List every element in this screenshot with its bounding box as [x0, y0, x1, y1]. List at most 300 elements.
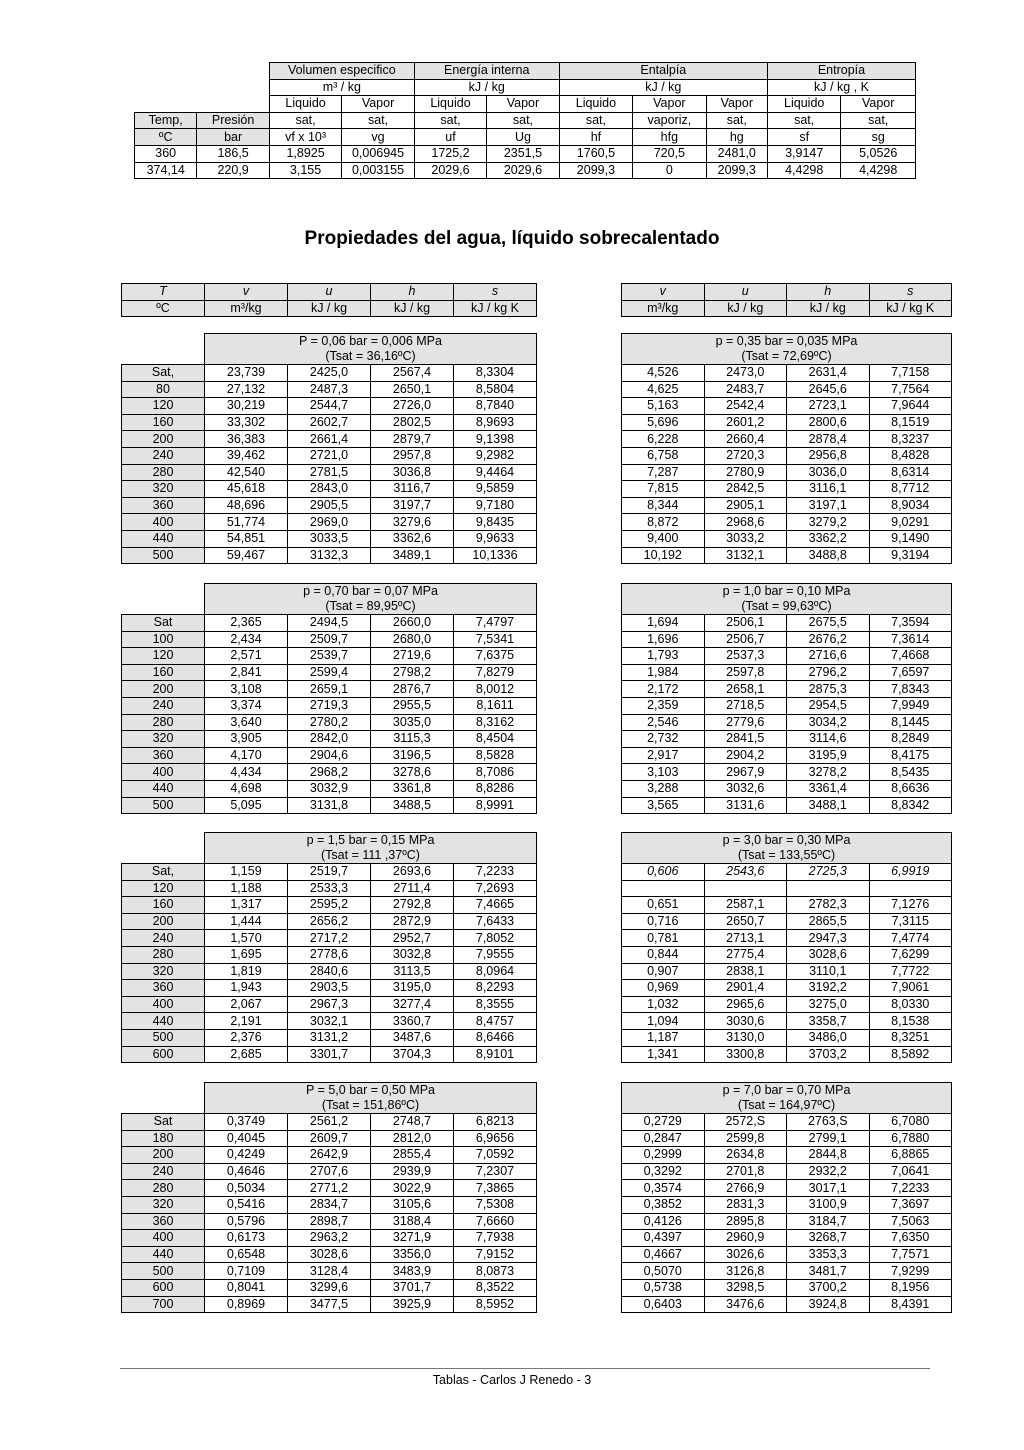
value-cell	[869, 880, 952, 897]
table-cell: 4,4298	[841, 162, 916, 179]
value-cell: 2487,3	[288, 381, 371, 398]
value-cell: 3488,1	[787, 797, 870, 814]
value-cell: 5,095	[205, 797, 288, 814]
value-cell: 2834,7	[288, 1196, 371, 1213]
value-cell: 2544,7	[288, 398, 371, 415]
temperature-cell: 120	[122, 398, 205, 415]
value-cell: 8,8342	[869, 797, 952, 814]
sat-label-cell: sat,	[841, 112, 916, 129]
value-cell: 8,0330	[869, 996, 952, 1013]
value-cell: 7,5341	[454, 631, 537, 648]
value-cell: 2533,3	[288, 880, 371, 897]
sub-header-cell: Vapor	[841, 96, 916, 113]
value-cell: 3476,6	[704, 1296, 787, 1313]
value-cell: 2876,7	[371, 681, 454, 698]
value-cell: 8,5828	[454, 747, 537, 764]
table-row	[122, 897, 537, 914]
table-row	[622, 514, 952, 531]
unit-volume: m³ / kg	[269, 79, 414, 96]
value-cell: 2843,0	[288, 481, 371, 498]
footer-divider	[120, 1368, 930, 1369]
value-cell: 2842,0	[288, 731, 371, 748]
value-cell: 8,4504	[454, 731, 537, 748]
value-cell: 2798,2	[371, 664, 454, 681]
table-row	[122, 780, 537, 797]
value-cell: 8,5952	[454, 1296, 537, 1313]
value-cell: 2954,5	[787, 697, 870, 714]
value-cell: 7,3594	[869, 615, 952, 632]
table-row	[622, 547, 952, 564]
value-cell: 3114,6	[787, 731, 870, 748]
pressure-label: p = 3,0 bar = 0,30 MPa	[722, 833, 851, 847]
sub-header-cell: Vapor	[633, 96, 706, 113]
value-cell: 7,0592	[454, 1147, 537, 1164]
value-cell: 3130,0	[704, 1029, 787, 1046]
table-row	[622, 530, 952, 547]
header-symbol-cell: v	[205, 284, 288, 301]
block-title	[205, 833, 537, 864]
sub-header-cell: Vapor	[706, 96, 767, 113]
tsat-label: (Tsat = 151,86ºC)	[321, 1098, 420, 1112]
value-cell: 8,4828	[869, 447, 952, 464]
symbol-cell: vf x 10³	[269, 129, 341, 146]
value-cell: 0,907	[622, 963, 705, 980]
header-unit-cell: m³/kg	[622, 300, 705, 317]
value-cell: 2,917	[622, 747, 705, 764]
value-cell: 8,9034	[869, 497, 952, 514]
value-cell: 3275,0	[787, 996, 870, 1013]
block-title	[622, 334, 952, 365]
value-cell: 2656,2	[288, 913, 371, 930]
value-cell: 2658,1	[704, 681, 787, 698]
value-cell: 7,287	[622, 464, 705, 481]
value-cell: 2842,5	[704, 481, 787, 498]
pressure-label: P = 0,06 bar = 0,006 MPa	[299, 334, 442, 348]
value-cell: 3032,9	[288, 780, 371, 797]
value-cell: 3035,0	[371, 714, 454, 731]
spacer-cell	[122, 584, 205, 615]
value-cell: 2601,2	[704, 414, 787, 431]
value-cell: 3299,6	[288, 1279, 371, 1296]
value-cell: 2782,3	[787, 897, 870, 914]
table-row	[622, 764, 952, 781]
value-cell: 0,5796	[205, 1213, 288, 1230]
table-row	[122, 731, 537, 748]
table-row	[622, 1246, 952, 1263]
value-cell: 2543,6	[704, 864, 787, 881]
value-cell: 2960,9	[704, 1230, 787, 1247]
value-cell: 0,8969	[205, 1296, 288, 1313]
table-row	[122, 697, 537, 714]
table-row	[622, 1263, 952, 1280]
pressure-block-right	[621, 333, 952, 564]
value-cell: 2802,5	[371, 414, 454, 431]
value-cell	[787, 880, 870, 897]
value-cell: 7,3865	[454, 1180, 537, 1197]
value-cell: 2840,6	[288, 963, 371, 980]
table-row	[122, 414, 537, 431]
value-cell: 2634,8	[704, 1147, 787, 1164]
value-cell: 3131,8	[288, 797, 371, 814]
block-title-row	[122, 833, 537, 864]
header-symbol-cell: h	[371, 284, 454, 301]
temperature-cell: 160	[122, 414, 205, 431]
value-cell: 8,2849	[869, 731, 952, 748]
value-cell: 2875,3	[787, 681, 870, 698]
value-cell: 2707,6	[288, 1163, 371, 1180]
symbol-row	[135, 129, 916, 146]
value-cell: 8,0873	[454, 1263, 537, 1280]
temperature-cell: 240	[122, 447, 205, 464]
temperature-cell: 440	[122, 780, 205, 797]
table-row	[622, 714, 952, 731]
value-cell: 3184,7	[787, 1213, 870, 1230]
value-cell: 42,540	[205, 464, 288, 481]
value-cell: 8,5435	[869, 764, 952, 781]
value-cell: 2898,7	[288, 1213, 371, 1230]
value-cell: 3116,1	[787, 481, 870, 498]
table-row	[122, 431, 537, 448]
value-cell	[622, 880, 705, 897]
value-cell: 7,4797	[454, 615, 537, 632]
header-symbol-cell: h	[787, 284, 870, 301]
value-cell: 2968,6	[704, 514, 787, 531]
sat-label-cell: sat,	[487, 112, 559, 129]
superheated-header-right	[621, 283, 952, 317]
table-row	[622, 414, 952, 431]
value-cell: 0,4045	[205, 1130, 288, 1147]
value-cell: 2,365	[205, 615, 288, 632]
value-cell: 54,851	[205, 530, 288, 547]
value-cell: 2872,9	[371, 913, 454, 930]
temperature-cell: 700	[122, 1296, 205, 1313]
value-cell: 3,288	[622, 780, 705, 797]
value-cell: 6,8213	[454, 1114, 537, 1131]
value-cell: 1,094	[622, 1013, 705, 1030]
table-row	[122, 1263, 537, 1280]
table-cell: 0	[633, 162, 706, 179]
table-cell: 360	[135, 145, 197, 162]
value-cell: 2721,0	[288, 447, 371, 464]
value-cell: 2781,5	[288, 464, 371, 481]
value-cell: 4,170	[205, 747, 288, 764]
value-cell: 2701,8	[704, 1163, 787, 1180]
temperature-cell: 400	[122, 996, 205, 1013]
value-cell: 0,3292	[622, 1163, 705, 1180]
value-cell: 7,9299	[869, 1263, 952, 1280]
value-cell: 2,434	[205, 631, 288, 648]
spacer-cell	[122, 833, 205, 864]
symbol-cell: sf	[767, 129, 840, 146]
value-cell: 2719,3	[288, 697, 371, 714]
table-row	[622, 897, 952, 914]
value-cell: 7,2693	[454, 880, 537, 897]
value-cell: 9,5859	[454, 481, 537, 498]
value-cell: 4,526	[622, 365, 705, 382]
value-cell: 2780,9	[704, 464, 787, 481]
pressure-label: p = 1,0 bar = 0,10 MPa	[722, 584, 851, 598]
value-cell: 6,9656	[454, 1130, 537, 1147]
value-cell: 2716,6	[787, 648, 870, 665]
table-row	[122, 764, 537, 781]
table-row	[622, 365, 952, 382]
value-cell: 2425,0	[288, 365, 371, 382]
value-cell: 2539,7	[288, 648, 371, 665]
value-cell: 7,7938	[454, 1230, 537, 1247]
value-cell: 2661,4	[288, 431, 371, 448]
value-cell: 3301,7	[288, 1046, 371, 1063]
table-row	[622, 631, 952, 648]
value-cell: 3,374	[205, 697, 288, 714]
value-cell: 2718,5	[704, 697, 787, 714]
sub-header-cell: Vapor	[342, 96, 414, 113]
value-cell: 3362,2	[787, 530, 870, 547]
table-cell: 4,4298	[767, 162, 840, 179]
temperature-cell: 240	[122, 697, 205, 714]
temperature-cell: 400	[122, 764, 205, 781]
value-cell: 3487,6	[371, 1029, 454, 1046]
value-cell: 3300,8	[704, 1046, 787, 1063]
value-cell: 45,618	[205, 481, 288, 498]
header-symbol-row	[622, 284, 952, 301]
symbol-cell: Ug	[487, 129, 559, 146]
temperature-cell: 280	[122, 1180, 205, 1197]
table-cell: 1,8925	[269, 145, 341, 162]
sub-header-cell: Liquido	[559, 96, 632, 113]
value-cell: 2963,2	[288, 1230, 371, 1247]
value-cell: 9,9633	[454, 530, 537, 547]
value-cell: 0,2999	[622, 1147, 705, 1164]
value-cell: 7,2233	[869, 1180, 952, 1197]
value-cell: 2,571	[205, 648, 288, 665]
value-cell: 3028,6	[288, 1246, 371, 1263]
pressure-block-left	[121, 832, 537, 1063]
header-symbol-cell: v	[622, 284, 705, 301]
group-header-entropy: Entropía	[767, 63, 915, 80]
sub-header-cell: Liquido	[767, 96, 840, 113]
header-unit-cell: kJ / kg K	[454, 300, 537, 317]
value-cell: 3278,6	[371, 764, 454, 781]
value-cell: 3113,5	[371, 963, 454, 980]
table-row	[122, 980, 537, 997]
group-header-row	[135, 63, 916, 80]
value-cell: 2,172	[622, 681, 705, 698]
temperature-cell: 360	[122, 497, 205, 514]
value-cell: 3,565	[622, 797, 705, 814]
value-cell: 5,696	[622, 414, 705, 431]
value-cell: 3353,3	[787, 1246, 870, 1263]
table-row	[122, 1196, 537, 1213]
value-cell: 8,9991	[454, 797, 537, 814]
value-cell: 3195,0	[371, 980, 454, 997]
value-cell: 2841,5	[704, 731, 787, 748]
temperature-cell: 200	[122, 681, 205, 698]
value-cell: 3196,5	[371, 747, 454, 764]
value-cell: 8,5804	[454, 381, 537, 398]
value-cell: 3477,5	[288, 1296, 371, 1313]
table-row	[622, 1029, 952, 1046]
value-cell: 9,400	[622, 530, 705, 547]
value-cell: 1,188	[205, 880, 288, 897]
value-cell: 2831,3	[704, 1196, 787, 1213]
tsat-label: (Tsat = 72,69ºC)	[741, 349, 832, 363]
table-row	[122, 946, 537, 963]
value-cell: 2567,4	[371, 365, 454, 382]
table-row	[122, 1013, 537, 1030]
value-cell: 2,191	[205, 1013, 288, 1030]
value-cell: 3022,9	[371, 1180, 454, 1197]
value-cell: 8,6314	[869, 464, 952, 481]
table-row	[622, 1013, 952, 1030]
value-cell: 8,2293	[454, 980, 537, 997]
value-cell: 2725,3	[787, 864, 870, 881]
table-row	[122, 365, 537, 382]
table-row	[122, 930, 537, 947]
value-cell: 2723,1	[787, 398, 870, 415]
value-cell: 2968,2	[288, 764, 371, 781]
value-cell: 3197,7	[371, 497, 454, 514]
value-cell: 3703,2	[787, 1046, 870, 1063]
table-row	[622, 880, 952, 897]
value-cell: 8,872	[622, 514, 705, 531]
table-row	[122, 1029, 537, 1046]
value-cell: 1,570	[205, 930, 288, 947]
table-cell: 5,0526	[841, 145, 916, 162]
table-row	[622, 481, 952, 498]
value-cell: 2965,6	[704, 996, 787, 1013]
value-cell: 9,1490	[869, 530, 952, 547]
tsat-label: (Tsat = 99,63ºC)	[741, 599, 832, 613]
value-cell: 2766,9	[704, 1180, 787, 1197]
value-cell: 3298,5	[704, 1279, 787, 1296]
value-cell: 30,219	[205, 398, 288, 415]
value-cell: 2537,3	[704, 648, 787, 665]
pressure-block-left	[121, 583, 537, 814]
value-cell: 2599,4	[288, 664, 371, 681]
temperature-cell: 500	[122, 1263, 205, 1280]
value-cell: 8,6466	[454, 1029, 537, 1046]
value-cell: 2675,5	[787, 615, 870, 632]
unit-header-row	[135, 79, 916, 96]
table-cell: 2351,5	[487, 145, 559, 162]
value-cell: 3268,7	[787, 1230, 870, 1247]
value-cell: 0,3852	[622, 1196, 705, 1213]
symbol-cell: hf	[559, 129, 632, 146]
value-cell: 7,2307	[454, 1163, 537, 1180]
value-cell: 7,7564	[869, 381, 952, 398]
value-cell: 3115,3	[371, 731, 454, 748]
temperature-cell: 440	[122, 1013, 205, 1030]
temperature-cell: 400	[122, 514, 205, 531]
value-cell: 7,8343	[869, 681, 952, 698]
value-cell: 2779,6	[704, 714, 787, 731]
value-cell: 1,793	[622, 648, 705, 665]
value-cell: 3033,5	[288, 530, 371, 547]
table-row	[122, 864, 537, 881]
value-cell: 2792,8	[371, 897, 454, 914]
temperature-cell: 600	[122, 1046, 205, 1063]
table-row	[122, 1046, 537, 1063]
value-cell: 7,4665	[454, 897, 537, 914]
value-cell: 3030,6	[704, 1013, 787, 1030]
header-symbol-cell: u	[704, 284, 787, 301]
value-cell: 3278,2	[787, 764, 870, 781]
table-cell: 720,5	[633, 145, 706, 162]
block-title-row	[622, 1083, 952, 1114]
value-cell: 7,6433	[454, 913, 537, 930]
table-row	[122, 1296, 537, 1313]
value-cell: 8,344	[622, 497, 705, 514]
value-cell: 2778,6	[288, 946, 371, 963]
value-cell: 3132,1	[704, 547, 787, 564]
label-row	[135, 112, 916, 129]
table-row	[622, 780, 952, 797]
value-cell: 6,7080	[869, 1114, 952, 1131]
value-cell: 51,774	[205, 514, 288, 531]
temperature-cell: 280	[122, 464, 205, 481]
value-cell: 0,7109	[205, 1263, 288, 1280]
value-cell: 0,5416	[205, 1196, 288, 1213]
value-cell: 9,8435	[454, 514, 537, 531]
value-cell: 2519,7	[288, 864, 371, 881]
tsat-label: (Tsat = 111 ,37ºC)	[321, 848, 420, 862]
value-cell: 8,3555	[454, 996, 537, 1013]
value-cell: 6,9919	[869, 864, 952, 881]
value-cell: 1,984	[622, 664, 705, 681]
value-cell: 2587,1	[704, 897, 787, 914]
group-header-energy: Energía interna	[414, 63, 559, 80]
temperature-cell: 500	[122, 1029, 205, 1046]
value-cell: 3026,6	[704, 1246, 787, 1263]
value-cell: 0,4397	[622, 1230, 705, 1247]
value-cell: 0,969	[622, 980, 705, 997]
value-cell: 10,1336	[454, 547, 537, 564]
value-cell: 0,5738	[622, 1279, 705, 1296]
value-cell: 2693,6	[371, 864, 454, 881]
value-cell: 2,359	[622, 697, 705, 714]
pressure-block-right	[621, 832, 952, 1063]
block-title	[622, 833, 952, 864]
value-cell: 2855,4	[371, 1147, 454, 1164]
value-cell: 3488,8	[787, 547, 870, 564]
value-cell: 3131,2	[288, 1029, 371, 1046]
value-cell: 2969,0	[288, 514, 371, 531]
value-cell: 2,732	[622, 731, 705, 748]
value-cell: 2717,2	[288, 930, 371, 947]
value-cell: 2597,8	[704, 664, 787, 681]
value-cell: 3700,2	[787, 1279, 870, 1296]
value-cell: 7,5063	[869, 1213, 952, 1230]
block-title	[622, 584, 952, 615]
temperature-cell: 500	[122, 797, 205, 814]
value-cell: 1,943	[205, 980, 288, 997]
value-cell: 2838,1	[704, 963, 787, 980]
value-cell: 1,187	[622, 1029, 705, 1046]
value-cell: 2952,7	[371, 930, 454, 947]
table-row	[122, 714, 537, 731]
sat-label-cell: sat,	[767, 112, 840, 129]
table-row	[122, 681, 537, 698]
value-cell: 7,6597	[869, 664, 952, 681]
value-cell: 3358,7	[787, 1013, 870, 1030]
value-cell: 2720,3	[704, 447, 787, 464]
value-cell: 7,3614	[869, 631, 952, 648]
value-cell: 2473,0	[704, 365, 787, 382]
value-cell: 2905,1	[704, 497, 787, 514]
table-row	[622, 1163, 952, 1180]
value-cell: 7,3115	[869, 913, 952, 930]
value-cell: 2799,1	[787, 1130, 870, 1147]
